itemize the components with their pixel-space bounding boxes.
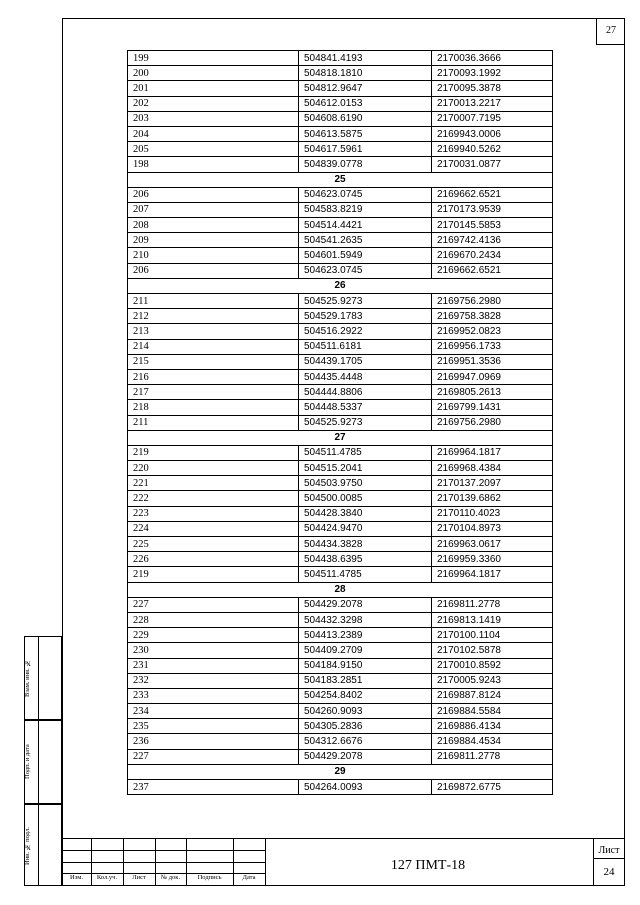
table-row	[128, 445, 553, 460]
y-coordinate-cell: 2169813.1419	[432, 612, 553, 627]
x-coordinate-cell: 504511.4785	[299, 445, 432, 460]
group-label: 25	[128, 172, 553, 187]
x-coordinate-cell: 504438.6395	[299, 552, 432, 567]
point-number-cell: 207	[128, 202, 299, 217]
y-coordinate-cell: 2169947.0969	[432, 369, 553, 384]
point-number-cell: 200	[128, 66, 299, 81]
stamp-header-podpis: Подпись	[197, 874, 222, 881]
table-row	[128, 612, 553, 627]
y-coordinate-cell: 2169959.3360	[432, 552, 553, 567]
table-row	[128, 734, 553, 749]
table-row	[128, 218, 553, 233]
y-coordinate-cell: 2169805.2613	[432, 385, 553, 400]
y-coordinate-cell: 2170010.8592	[432, 658, 553, 673]
left-sidebar-stamp	[24, 636, 62, 886]
y-coordinate-cell: 2170036.3666	[432, 51, 553, 66]
x-coordinate-cell: 504511.4785	[299, 567, 432, 582]
x-coordinate-cell: 504623.0745	[299, 187, 432, 202]
point-number-cell: 226	[128, 552, 299, 567]
table-group-header	[128, 172, 553, 187]
x-coordinate-cell: 504435.4448	[299, 369, 432, 384]
table-row	[128, 324, 553, 339]
y-coordinate-cell: 2169884.4534	[432, 734, 553, 749]
x-coordinate-cell: 504525.9273	[299, 415, 432, 430]
table-row	[128, 749, 553, 764]
point-number-cell: 219	[128, 445, 299, 460]
x-coordinate-cell: 504583.8219	[299, 202, 432, 217]
table-row	[128, 263, 553, 278]
point-number-cell: 216	[128, 369, 299, 384]
point-number-cell: 222	[128, 491, 299, 506]
table-row	[128, 126, 553, 141]
table-row	[128, 658, 553, 673]
x-coordinate-cell: 504818.1810	[299, 66, 432, 81]
x-coordinate-cell: 504500.0085	[299, 491, 432, 506]
x-coordinate-cell: 504305.2836	[299, 719, 432, 734]
point-number-cell: 214	[128, 339, 299, 354]
y-coordinate-cell: 2169963.0617	[432, 537, 553, 552]
point-number-cell: 223	[128, 506, 299, 521]
y-coordinate-cell: 2169811.2778	[432, 597, 553, 612]
y-coordinate-cell: 2170007.7195	[432, 111, 553, 126]
x-coordinate-cell: 504839.0778	[299, 157, 432, 172]
table-row	[128, 521, 553, 536]
point-number-cell: 236	[128, 734, 299, 749]
table-group-header	[128, 764, 553, 779]
point-number-cell: 217	[128, 385, 299, 400]
table-row	[128, 476, 553, 491]
x-coordinate-cell: 504515.2041	[299, 461, 432, 476]
table-row	[128, 673, 553, 688]
point-number-cell: 227	[128, 597, 299, 612]
x-coordinate-cell: 504424.9470	[299, 521, 432, 536]
table-row	[128, 628, 553, 643]
y-coordinate-cell: 2169799.1431	[432, 400, 553, 415]
sidebar-cell-inv-podl	[24, 804, 62, 886]
table-row	[128, 233, 553, 248]
sheet-number: 24	[603, 866, 615, 878]
x-coordinate-cell: 504623.0745	[299, 263, 432, 278]
x-coordinate-cell: 504612.0153	[299, 96, 432, 111]
group-label: 28	[128, 582, 553, 597]
x-coordinate-cell: 504613.5875	[299, 126, 432, 141]
point-number-cell: 211	[128, 294, 299, 309]
y-coordinate-cell: 2170145.5853	[432, 218, 553, 233]
table-row	[128, 461, 553, 476]
y-coordinate-cell: 2169756.2980	[432, 294, 553, 309]
y-coordinate-cell: 2169943.0006	[432, 126, 553, 141]
y-coordinate-cell: 2170005.9243	[432, 673, 553, 688]
point-number-cell: 206	[128, 187, 299, 202]
y-coordinate-cell: 2169940.5262	[432, 142, 553, 157]
table-row	[128, 369, 553, 384]
x-coordinate-cell: 504448.5337	[299, 400, 432, 415]
group-label: 27	[128, 430, 553, 445]
document-code: 127 ПМТ-18	[390, 858, 466, 873]
point-number-cell: 233	[128, 688, 299, 703]
point-number-cell: 225	[128, 537, 299, 552]
table-row	[128, 643, 553, 658]
y-coordinate-cell: 2170137.2097	[432, 476, 553, 491]
x-coordinate-cell: 504312.6676	[299, 734, 432, 749]
table-row	[128, 597, 553, 612]
y-coordinate-cell: 2169662.6521	[432, 187, 553, 202]
table-row	[128, 704, 553, 719]
y-coordinate-cell: 2169662.6521	[432, 263, 553, 278]
stamp-header-kol-uch: Кол.уч.	[96, 874, 118, 881]
point-number-cell: 234	[128, 704, 299, 719]
sidebar-label-podp-data: Подп. и дата	[24, 744, 31, 780]
y-coordinate-cell: 2170102.5878	[432, 643, 553, 658]
x-coordinate-cell: 504617.5961	[299, 142, 432, 157]
x-coordinate-cell: 504444.8806	[299, 385, 432, 400]
y-coordinate-cell: 2169758.3828	[432, 309, 553, 324]
x-coordinate-cell: 504541.2635	[299, 233, 432, 248]
table-row	[128, 491, 553, 506]
y-coordinate-cell: 2169964.1817	[432, 445, 553, 460]
x-coordinate-cell: 504601.5949	[299, 248, 432, 263]
y-coordinate-cell: 2169811.2778	[432, 749, 553, 764]
table-row	[128, 309, 553, 324]
point-number-cell: 202	[128, 96, 299, 111]
y-coordinate-cell: 2169756.2980	[432, 415, 553, 430]
x-coordinate-cell: 504413.2389	[299, 628, 432, 643]
point-number-cell: 230	[128, 643, 299, 658]
table-row	[128, 552, 553, 567]
table-row	[128, 187, 553, 202]
point-number-cell: 198	[128, 157, 299, 172]
point-number-cell: 232	[128, 673, 299, 688]
x-coordinate-cell: 504254.8402	[299, 688, 432, 703]
x-coordinate-cell: 504432.3298	[299, 612, 432, 627]
y-coordinate-cell: 2169956.1733	[432, 339, 553, 354]
y-coordinate-cell: 2170013.2217	[432, 96, 553, 111]
point-number-cell: 203	[128, 111, 299, 126]
table-group-header	[128, 582, 553, 597]
sidebar-label-vzam-inv: Взам. инв. №	[24, 659, 31, 697]
point-number-cell: 205	[128, 142, 299, 157]
x-coordinate-cell: 504608.6190	[299, 111, 432, 126]
x-coordinate-cell: 504184.9150	[299, 658, 432, 673]
y-coordinate-cell: 2169887.8124	[432, 688, 553, 703]
table-row	[128, 66, 553, 81]
point-number-cell: 227	[128, 749, 299, 764]
y-coordinate-cell: 2169951.3536	[432, 354, 553, 369]
stamp-header-data: Дата	[242, 874, 256, 881]
stamp-header-izm: Изм.	[70, 874, 83, 881]
x-coordinate-cell: 504516.2922	[299, 324, 432, 339]
y-coordinate-cell: 2170100.1104	[432, 628, 553, 643]
x-coordinate-cell: 504812.9647	[299, 81, 432, 96]
point-number-cell: 210	[128, 248, 299, 263]
table-row	[128, 202, 553, 217]
x-coordinate-cell: 504409.2709	[299, 643, 432, 658]
table-row	[128, 719, 553, 734]
sidebar-label-inv-podl: Инв. № подл.	[24, 827, 31, 865]
table-row	[128, 385, 553, 400]
sheet-label: Лист	[598, 845, 620, 856]
point-number-cell: 228	[128, 612, 299, 627]
y-coordinate-cell: 2169964.1817	[432, 567, 553, 582]
table-row	[128, 506, 553, 521]
table-row	[128, 248, 553, 263]
point-number-cell: 212	[128, 309, 299, 324]
y-coordinate-cell: 2170173.9539	[432, 202, 553, 217]
table-row	[128, 415, 553, 430]
table-row	[128, 400, 553, 415]
x-coordinate-cell: 504841.4193	[299, 51, 432, 66]
page-number: 27	[596, 18, 625, 45]
y-coordinate-cell: 2170031.0877	[432, 157, 553, 172]
table-group-header	[128, 278, 553, 293]
point-number-cell: 221	[128, 476, 299, 491]
y-coordinate-cell: 2169886.4134	[432, 719, 553, 734]
point-number-cell: 199	[128, 51, 299, 66]
point-number-cell: 220	[128, 461, 299, 476]
x-coordinate-cell: 504260.9093	[299, 704, 432, 719]
group-label: 26	[128, 278, 553, 293]
table-row	[128, 96, 553, 111]
x-coordinate-cell: 504429.2078	[299, 749, 432, 764]
x-coordinate-cell: 504503.9750	[299, 476, 432, 491]
y-coordinate-cell: 2170139.6862	[432, 491, 553, 506]
point-number-cell: 213	[128, 324, 299, 339]
x-coordinate-cell: 504264.0093	[299, 780, 432, 795]
x-coordinate-cell: 504514.4421	[299, 218, 432, 233]
table-row	[128, 157, 553, 172]
y-coordinate-cell: 2170093.1992	[432, 66, 553, 81]
point-number-cell: 218	[128, 400, 299, 415]
x-coordinate-cell: 504183.2851	[299, 673, 432, 688]
table-row	[128, 111, 553, 126]
point-number-cell: 237	[128, 780, 299, 795]
group-label: 29	[128, 764, 553, 779]
table-row	[128, 142, 553, 157]
sidebar-cell-vzam-inv	[24, 636, 62, 720]
table-group-header	[128, 430, 553, 445]
x-coordinate-cell: 504511.6181	[299, 339, 432, 354]
x-coordinate-cell: 504429.2078	[299, 597, 432, 612]
point-number-cell: 204	[128, 126, 299, 141]
y-coordinate-cell: 2169952.0823	[432, 324, 553, 339]
table-row	[128, 294, 553, 309]
y-coordinate-cell: 2169884.5584	[432, 704, 553, 719]
x-coordinate-cell: 504529.1783	[299, 309, 432, 324]
point-number-cell: 208	[128, 218, 299, 233]
stamp-header-list: Лист	[132, 874, 146, 881]
x-coordinate-cell: 504525.9273	[299, 294, 432, 309]
y-coordinate-cell: 2169968.4384	[432, 461, 553, 476]
point-number-cell: 231	[128, 658, 299, 673]
y-coordinate-cell: 2169742.4136	[432, 233, 553, 248]
point-number-cell: 209	[128, 233, 299, 248]
x-coordinate-cell: 504439.1705	[299, 354, 432, 369]
table-row	[128, 354, 553, 369]
point-number-cell: 235	[128, 719, 299, 734]
stamp-header-doc-no: № док.	[160, 874, 181, 881]
point-number-cell: 206	[128, 263, 299, 278]
coordinates-table	[127, 50, 553, 795]
point-number-cell: 229	[128, 628, 299, 643]
y-coordinate-cell: 2169872.6775	[432, 780, 553, 795]
table-row	[128, 81, 553, 96]
sidebar-cell-podp-data	[24, 720, 62, 804]
x-coordinate-cell: 504428.3840	[299, 506, 432, 521]
table-row	[128, 339, 553, 354]
table-row	[128, 51, 553, 66]
point-number-cell: 201	[128, 81, 299, 96]
y-coordinate-cell: 2170110.4023	[432, 506, 553, 521]
table-row	[128, 537, 553, 552]
point-number-cell: 211	[128, 415, 299, 430]
table-row	[128, 567, 553, 582]
table-row	[128, 688, 553, 703]
point-number-cell: 219	[128, 567, 299, 582]
y-coordinate-cell: 2170095.3878	[432, 81, 553, 96]
y-coordinate-cell: 2169670.2434	[432, 248, 553, 263]
point-number-cell: 224	[128, 521, 299, 536]
table-row	[128, 780, 553, 795]
x-coordinate-cell: 504434.3828	[299, 537, 432, 552]
point-number-cell: 215	[128, 354, 299, 369]
y-coordinate-cell: 2170104.8973	[432, 521, 553, 536]
